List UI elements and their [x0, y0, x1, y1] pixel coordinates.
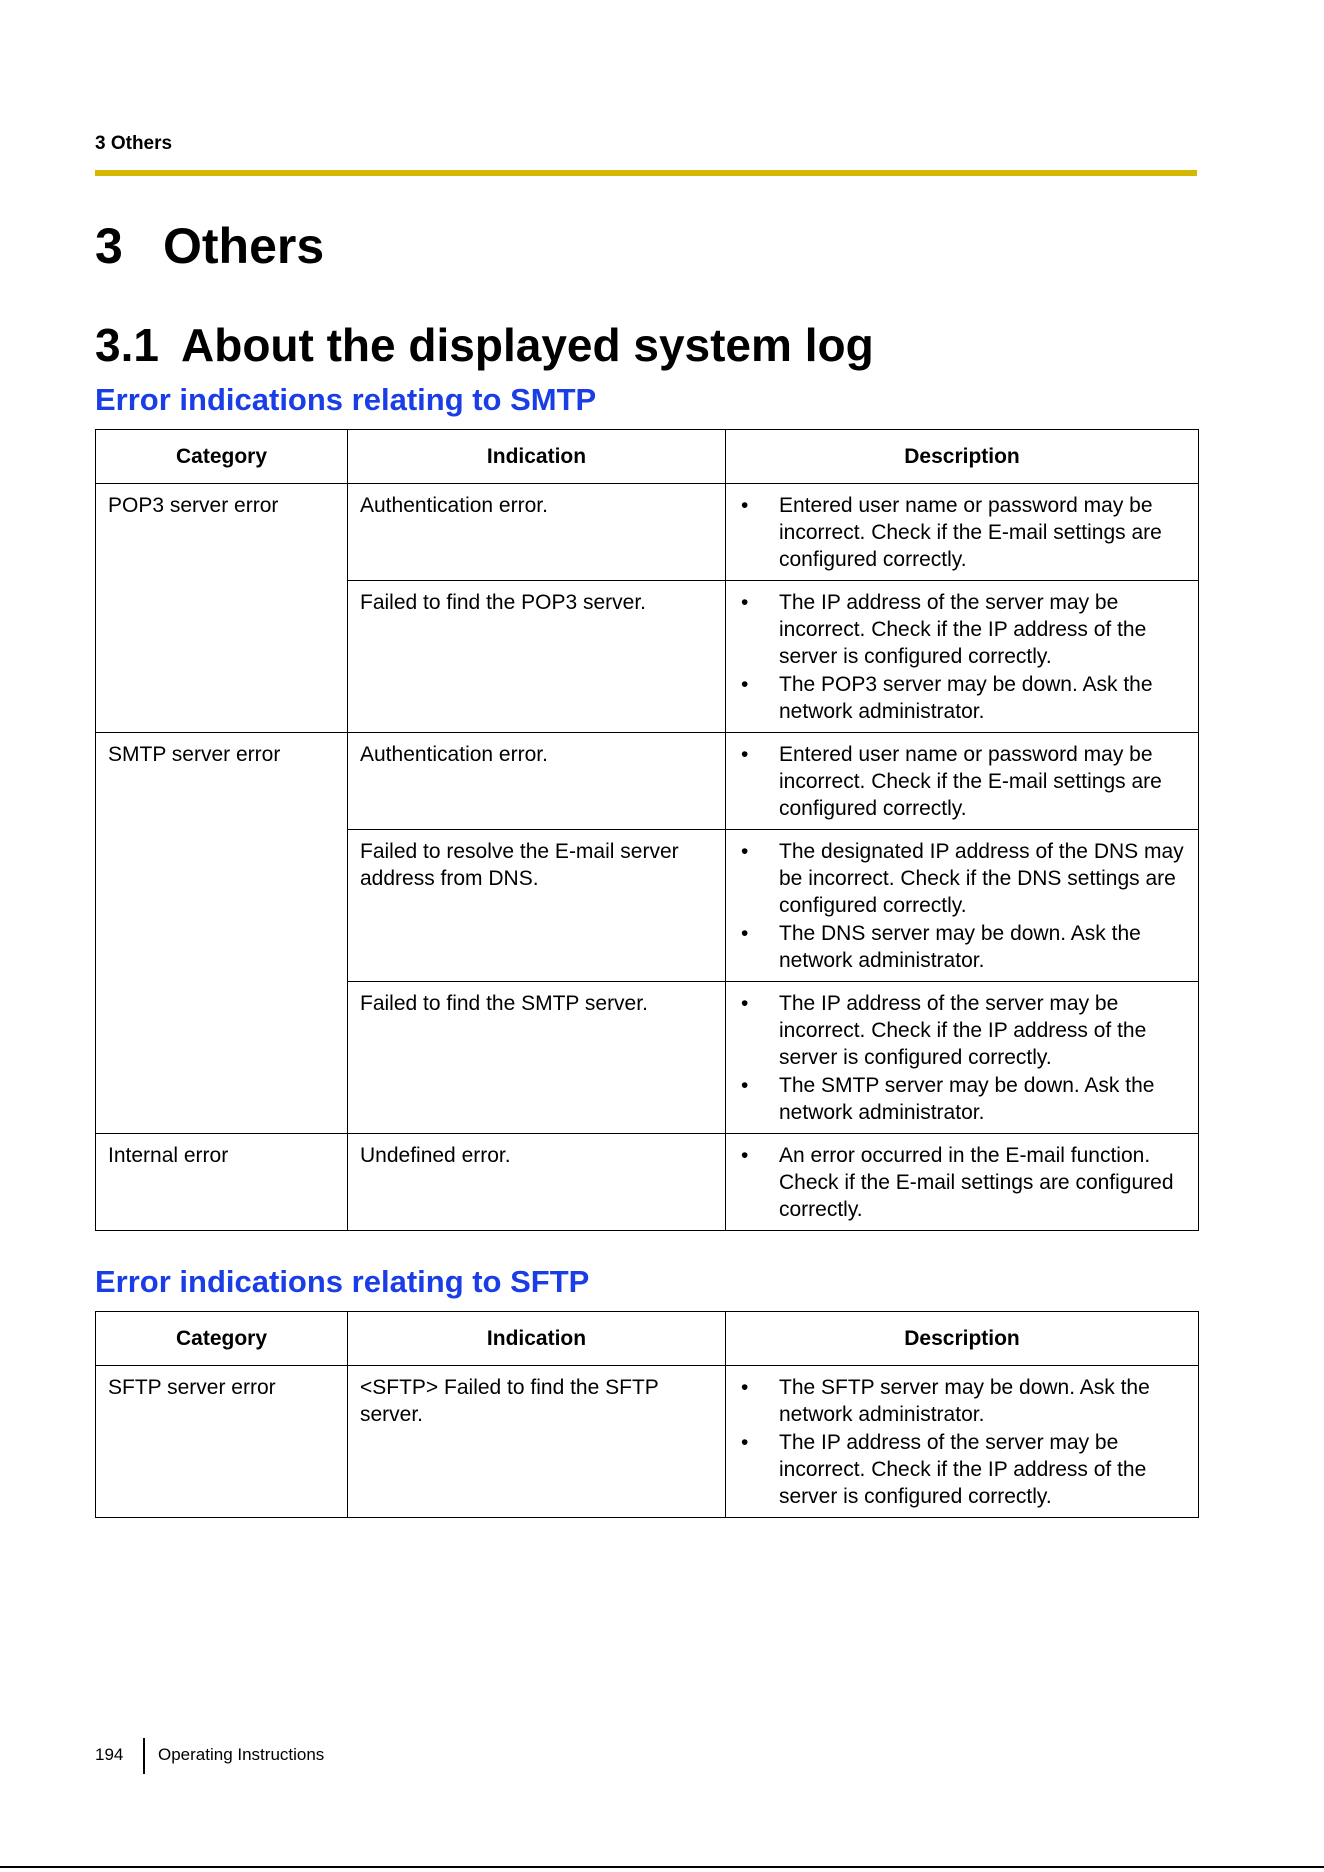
section-title-text: About the displayed system log [181, 319, 874, 371]
table-row [96, 484, 1199, 581]
category-cell: SMTP server error [96, 733, 348, 1134]
bullet-icon: • [741, 922, 749, 945]
indication-cell: <SFTP> Failed to find the SFTP server. [348, 1366, 726, 1518]
description-item [741, 920, 1186, 974]
indication-column-header: Indication [348, 430, 726, 484]
indication-cell: Undefined error. [348, 1134, 726, 1231]
category-cell: Internal error [96, 1134, 348, 1231]
table-row [96, 1366, 1199, 1518]
indication-cell: Failed to find the POP3 server. [348, 581, 726, 733]
category-column-header: Category [96, 1312, 348, 1366]
bullet-icon: • [741, 743, 749, 766]
sftp-errors-heading: Error indications relating to SFTP [95, 1264, 590, 1299]
header-accent-rule [95, 170, 1197, 176]
indication-cell: Authentication error. [348, 733, 726, 830]
description-list [741, 838, 1186, 974]
description-cell [726, 982, 1199, 1134]
table-header-row [96, 430, 1199, 484]
description-column-header: Description [726, 430, 1199, 484]
indication-cell: Failed to find the SMTP server. [348, 982, 726, 1134]
description-list [741, 1142, 1186, 1223]
chapter-title [95, 212, 324, 280]
footer-page-number: 194 [95, 1745, 124, 1764]
description-text: Entered user name or password may be incorrect. Check if the E-mail settings are configured correctly. [779, 494, 1162, 571]
description-item [741, 589, 1186, 670]
description-item [741, 671, 1186, 725]
description-text: The SFTP server may be down. Ask the network administrator. [779, 1376, 1150, 1426]
description-cell [726, 1366, 1199, 1518]
description-item [741, 741, 1186, 822]
indication-cell: Authentication error. [348, 484, 726, 581]
page-bottom-edge [0, 1866, 1324, 1868]
bullet-icon: • [741, 494, 749, 517]
description-text: The IP address of the server may be incorrect. Check if the IP address of the server is configured correctly. [779, 1431, 1147, 1508]
description-text: The DNS server may be down. Ask the network administrator. [779, 922, 1141, 972]
description-item [741, 838, 1186, 919]
description-text: The POP3 server may be down. Ask the network administrator. [779, 673, 1153, 723]
description-cell [726, 484, 1199, 581]
bullet-icon: • [741, 1144, 749, 1167]
chapter-number: 3 [95, 218, 123, 274]
footer-divider [143, 1738, 145, 1774]
bullet-icon: • [741, 591, 749, 614]
bullet-icon: • [741, 992, 749, 1015]
footer-label: Operating Instructions [158, 1745, 325, 1764]
description-cell [726, 733, 1199, 830]
chapter-title-text: Others [163, 218, 325, 274]
sftp-errors-table [95, 1311, 1199, 1518]
description-text: The IP address of the server may be incorrect. Check if the IP address of the server is configured correctly. [779, 992, 1147, 1069]
bullet-icon: • [741, 1376, 749, 1399]
description-text: The SMTP server may be down. Ask the network administrator. [779, 1074, 1155, 1124]
smtp-errors-table [95, 429, 1199, 1231]
description-item [741, 492, 1186, 573]
description-text: An error occurred in the E-mail function. Check if the E-mail settings are configured correctly. [779, 1144, 1174, 1221]
category-cell: SFTP server error [96, 1366, 348, 1518]
description-item [741, 1374, 1186, 1428]
section-number: 3.1 [95, 319, 159, 371]
indication-cell: Failed to resolve the E-mail server address from DNS. [348, 830, 726, 982]
description-text: The designated IP address of the DNS may be incorrect. Check if the DNS settings are configured correctly. [779, 840, 1184, 917]
description-list [741, 990, 1186, 1126]
indication-column-header: Indication [348, 1312, 726, 1366]
description-item [741, 1429, 1186, 1510]
description-item [741, 990, 1186, 1071]
table-row [96, 1134, 1199, 1231]
description-item [741, 1072, 1186, 1126]
description-list [741, 589, 1186, 725]
bullet-icon: • [741, 840, 749, 863]
description-cell [726, 581, 1199, 733]
description-text: The IP address of the server may be incorrect. Check if the IP address of the server is configured correctly. [779, 591, 1147, 668]
description-cell [726, 830, 1199, 982]
description-list [741, 1374, 1186, 1510]
description-list [741, 741, 1186, 822]
section-title [95, 315, 874, 375]
category-column-header: Category [96, 430, 348, 484]
bullet-icon: • [741, 1074, 749, 1097]
table-header-row [96, 1312, 1199, 1366]
table-row [96, 733, 1199, 830]
description-cell [726, 1134, 1199, 1231]
running-header: 3 Others [95, 133, 173, 154]
description-column-header: Description [726, 1312, 1199, 1366]
category-cell: POP3 server error [96, 484, 348, 733]
smtp-errors-heading: Error indications relating to SMTP [95, 382, 597, 417]
bullet-icon: • [741, 673, 749, 696]
bullet-icon: • [741, 1431, 749, 1454]
description-list [741, 492, 1186, 573]
description-item [741, 1142, 1186, 1223]
description-text: Entered user name or password may be incorrect. Check if the E-mail settings are configured correctly. [779, 743, 1162, 820]
